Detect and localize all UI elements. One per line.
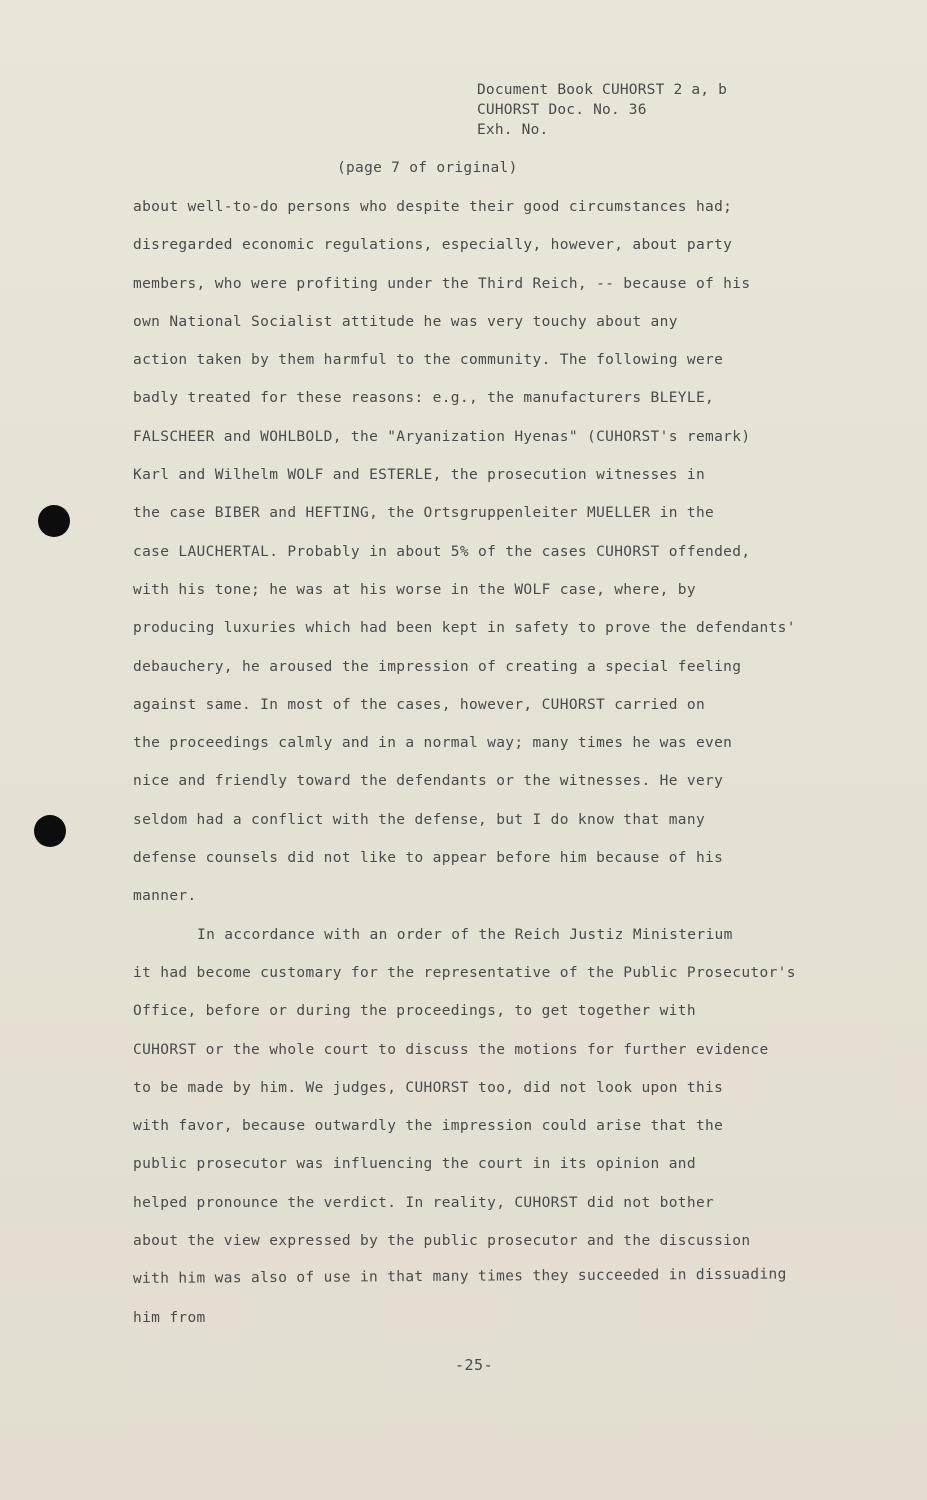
text-line: seldom had a conflict with the defense, but I do know that many xyxy=(133,811,706,828)
text-line: debauchery, he aroused the impression of creating a special feeling xyxy=(133,658,742,675)
document-number-label: CUHORST Doc. No. 36 xyxy=(477,102,647,118)
text-line: Karl and Wilhelm WOLF and ESTERLE, the prosecution witnesses in xyxy=(133,467,706,484)
text-line: against same. In most of the cases, however, CUHORST carried on xyxy=(133,696,706,713)
text-line: own National Socialist attitude he was very touchy about any xyxy=(133,313,678,330)
text-line: the case BIBER and HEFTING, the Ortsgruppenleiter MUELLER in the xyxy=(133,505,715,522)
text-line: defense counsels did not like to appear before him because of his xyxy=(133,850,724,867)
text-line: In accordance with an order of the Reich Justiz Ministerium xyxy=(197,926,733,943)
document-header xyxy=(477,80,727,140)
punch-hole xyxy=(38,505,70,537)
text-line: action taken by them harmful to the community. The following were xyxy=(133,352,724,369)
text-line: FALSCHEER and WOHLBOLD, the "Aryanization Hyenas" (CUHORST's remark) xyxy=(133,428,751,445)
text-line: nice and friendly toward the defendants or the witnesses. He very xyxy=(133,773,724,790)
document-book-label: Document Book CUHORST 2 a, b xyxy=(477,82,728,98)
punch-hole xyxy=(34,815,66,847)
page-number: -25- xyxy=(455,1356,494,1374)
text-line: about the view expressed by the public prosecutor and the discussion xyxy=(133,1233,751,1250)
text-line: badly treated for these reasons: e.g., the manufacturers BLEYLE, xyxy=(133,390,715,407)
text-line: about well-to-do persons who despite their good circumstances had; xyxy=(133,199,733,215)
text-line: producing luxuries which had been kept in safety to prove the defendants' xyxy=(133,620,796,637)
page-reference: (page 7 of original) xyxy=(337,160,518,176)
text-line: with him was also of use in that many times they succeeded in dissuading xyxy=(132,1266,787,1288)
text-line: CUHORST or the whole court to discuss the motions for further evidence xyxy=(133,1041,769,1058)
text-line: to be made by him. We judges, CUHORST too, did not look upon this xyxy=(133,1079,724,1096)
text-line: Office, before or during the proceedings, to get together with xyxy=(133,1003,696,1020)
text-line: with favor, because outwardly the impression could arise that the xyxy=(133,1118,724,1135)
text-line: the proceedings calmly and in a normal way; many times he was even xyxy=(133,735,733,752)
text-line: with his tone; he was at his worse in the WOLF case, where, by xyxy=(133,581,696,598)
text-line: public prosecutor was influencing the court in its opinion and xyxy=(133,1156,696,1173)
text-line: helped pronounce the verdict. In reality, CUHORST did not bother xyxy=(133,1194,715,1211)
text-line: case LAUCHERTAL. Probably in about 5% of the cases CUHORST offended, xyxy=(133,543,751,560)
document-body xyxy=(133,197,863,1346)
text-line: it had become customary for the representative of the Public Prosecutor's xyxy=(133,964,796,981)
exhibit-number-label: Exh. No. xyxy=(477,122,549,138)
text-line: members, who were profiting under the Third Reich, -- because of his xyxy=(133,275,751,292)
text-line: manner. xyxy=(133,888,197,905)
text-line: him from xyxy=(133,1309,206,1326)
text-line: disregarded economic regulations, especially, however, about party xyxy=(133,237,733,254)
